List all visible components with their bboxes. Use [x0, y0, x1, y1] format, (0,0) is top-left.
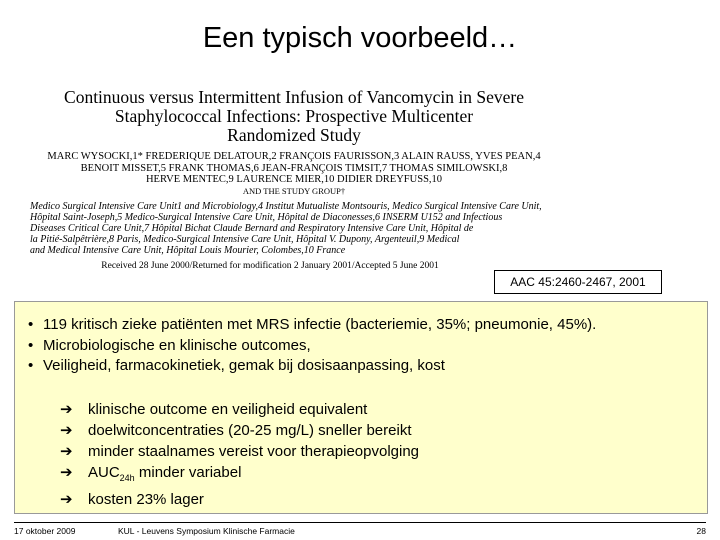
arrow-icon: ➔	[60, 464, 73, 481]
list-item	[60, 399, 419, 420]
arrow-icon: ➔	[60, 491, 73, 508]
conclusion-list	[60, 399, 419, 510]
paper-title-line: Continuous versus Intermittent Infusion of Vancomycin in Severe	[64, 87, 524, 107]
bullet-text: Microbiologische en klinische outcomes,	[43, 336, 311, 354]
arrow-icon: ➔	[60, 443, 73, 460]
auc-suffix: minder variabel	[134, 464, 242, 481]
affiliation-line: la Pitié-Salpêtrière,8 Paris, Medico-Surgical Intensive Care Unit, Hôpital V. Dupony, Argenteuil,9 Medical	[30, 234, 460, 245]
bullet-text: 119 kritisch zieke patiënten met MRS infectie (bacteriemie, 35%; pneumonie, 45%).	[43, 316, 597, 333]
affiliation-line: and Medical Intensive Care Unit, Hôpital Louis Mourier, Colombes,10 France	[30, 245, 346, 256]
bullet-text: Veiligheid, farmacokinetiek, gemak bij dosisaanpassing, kost	[43, 357, 445, 374]
bullet-icon: •	[28, 357, 34, 374]
bullet-icon: •	[28, 316, 34, 333]
arrow-icon: ➔	[60, 401, 73, 418]
list-item	[60, 462, 419, 489]
list-item	[60, 441, 419, 462]
paper-title-line: Staphylococcal Infections: Prospective Multicenter	[114, 106, 474, 126]
bullet-icon: •	[28, 336, 34, 354]
authors-line: MARC WYSOCKI,1* FREDERIQUE DELATOUR,2 FRANÇOIS FAURISSON,3 ALAIN RAUSS, YVES PEAN,4	[47, 151, 541, 162]
paper-title-line: Randomized Study	[227, 125, 361, 145]
bullet-list	[28, 315, 596, 377]
page-number: 28	[696, 526, 706, 536]
conclusion-text: klinische outcome en veiligheid equivalent	[88, 401, 368, 418]
summary-box	[14, 301, 708, 514]
slide-title: Een typisch voorbeeld…	[202, 22, 518, 54]
authors-line: BENOIT MISSET,5 FRANK THOMAS,6 JEAN-FRANÇOIS TIMSIT,7 THOMAS SIMILOWSKI,8	[80, 162, 508, 174]
paper-title	[38, 88, 550, 145]
reference-box: AAC 45:2460-2467, 2001	[494, 270, 662, 294]
footer-divider	[14, 522, 706, 523]
conclusion-text: kosten 23% lager	[88, 491, 204, 508]
list-item	[60, 489, 419, 510]
conclusion-text: minder staalnames vereist voor therapieopvolging	[88, 443, 420, 460]
affiliation-line: Diseases Critical Care Unit,7 Hôpital Bichat Claude Bernard and Respiratory Intensive Care Unit, Hôpital de	[30, 223, 474, 234]
list-item	[28, 315, 596, 336]
conclusion-text: doelwitconcentraties (20-25 mg/L) sneller bereikt	[88, 422, 412, 439]
paper-received-dates: Received 28 June 2000/Returned for modification 2 January 2001/Accepted 5 June 2001	[101, 261, 439, 271]
paper-authors	[38, 151, 550, 197]
auc-subscript: 24h	[119, 473, 135, 483]
conclusion-text	[88, 464, 241, 481]
auc-label: AUC	[88, 464, 120, 481]
list-item	[28, 336, 596, 357]
footer-title: KUL - Leuvens Symposium Klinische Farmacie	[118, 526, 295, 536]
list-item	[28, 356, 596, 377]
authors-line: AND THE STUDY GROUP†	[242, 185, 346, 196]
arrow-icon: ➔	[60, 422, 73, 439]
paper-clipping	[30, 88, 550, 288]
footer-date: 17 oktober 2009	[14, 526, 76, 536]
paper-affiliations	[30, 201, 550, 256]
list-item	[60, 420, 419, 441]
authors-line: HERVE MENTEC,9 LAURENCE MIER,10 DIDIER DREYFUSS,10	[145, 174, 443, 185]
affiliation-line: Hôpital Saint-Joseph,5 Medico-Surgical Intensive Care Unit, Hôpital de Diaconesses,6 INSERM U152 and Infectious	[30, 212, 503, 223]
affiliation-line: Medico Surgical Intensive Care Unit1 and Microbiology,4 Institut Mutualiste Montsouris, Medico Surgical Intensive Care Unit,	[30, 201, 542, 212]
